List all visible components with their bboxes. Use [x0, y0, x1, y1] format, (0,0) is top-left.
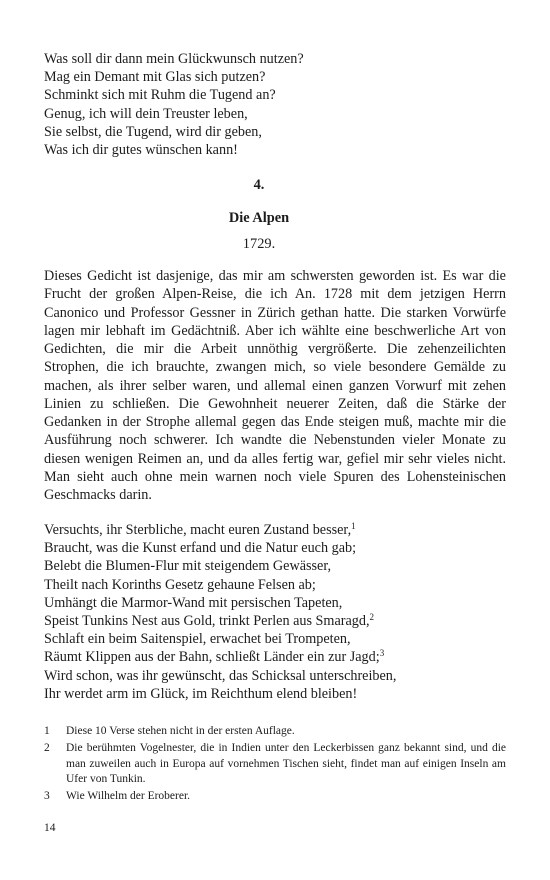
footnote-text: Die berühmten Vogelnester, die in Indien unter den Leckerbissen ganz bekannt sind, und die man zuweilen auch in Europa auf vornehmen Tischen sieht, findet man auf einigen Inseln am Ufer von Tunkin. — [66, 742, 506, 785]
verse-line: Schlaft ein beim Saitenspiel, erwachet bei Trompeten, — [44, 631, 351, 648]
verse-line: Wird schon, was ihr gewünscht, das Schicksal unterschreiben, — [44, 667, 397, 684]
verse-line: Versuchts, ihr Sterbliche, macht euren Zustand besser,$^1$ — [44, 521, 356, 538]
verse-line: Sie selbst, die Tugend, wird dir geben, — [44, 123, 262, 140]
footnote-number: 2 — [44, 742, 50, 755]
verse-line: Speist Tunkins Nest aus Gold, trinkt Perlen aus Smaragd,$^2$ — [44, 612, 375, 630]
verse-stanza-end — [44, 50, 304, 159]
footnote — [44, 741, 506, 787]
verse-line: Umhängt die Marmor-Wand mit persischen Tapeten, — [44, 594, 343, 611]
verse-line: Was soll dir dann mein Glückwunsch nutzen? — [44, 51, 304, 67]
verse-line: Ihr werdet arm im Glück, im Reichthum elend bleiben! — [44, 685, 358, 702]
verse-line: Mag ein Demant mit Glas sich putzen? — [44, 69, 266, 86]
footnote-number: 3 — [44, 790, 50, 803]
verse-line: Schminkt sich mit Ruhm die Tugend an? — [44, 87, 276, 104]
footnote-number: 1 — [44, 725, 50, 737]
verse-line: Genug, ich will dein Treuster leben, — [44, 105, 248, 122]
section-number: 4. — [253, 177, 265, 193]
verse-line: Braucht, was die Kunst erfand und die Natur euch gab; — [44, 540, 357, 557]
footnote-mark: 3 — [379, 648, 385, 659]
poem-year: 1729. — [242, 236, 276, 252]
verse-line: Belebt die Blumen-Flur mit steigendem Gewässer, — [44, 558, 332, 575]
verse-line: Theilt nach Korinths Gesetz gehaune Felsen ab; — [44, 576, 316, 593]
footnote — [44, 789, 506, 804]
poem-stanza — [44, 521, 396, 703]
footnote — [44, 724, 506, 739]
footnotes — [44, 724, 506, 806]
footnote-mark: 1 — [351, 521, 356, 531]
footnote-text: Wie Wilhelm der Eroberer. — [66, 790, 191, 803]
verse-line: Räumt Klippen aus der Bahn, schließt Länder ein zur Jagd;$^3$ — [44, 648, 385, 666]
preface-paragraph: Dieses Gedicht ist dasjenige, das mir am schwersten geworden ist. Es war die Frucht der großen Alpen-Reise, die ich An. 1728 mit dem jetzigen Herrn Canonico und Professor Gessner in Zürich gethan hatte. Die starken Vorwürfe lagen mir lebhaft im Gedächtniß. Aber ich wählte eine beschwerliche Art von Gedichten, die mir die Arbeit unnöthig vergrößerte. Die zehenzeilichten Strophen, die ich brauchte, zwangen mich, so viele besondere Gemälde zu machen, als ihrer selber waren, und allemal einen ganzen Vorwurf mit zehen Linien zu schließen. Die Gewohnheit neuerer Zeiten, daß die Stärke der Gedanken in der Strophe allemal gegen das Ende steigen muß, machte mir die Ausführung noch schwerer. Ich wandte die Nebenstunden vieler Monate zu diesen wenigen Reimen an, und da alles fertig war, gefiel mir sehr vieles nicht. Man sieht auch ohne mein warnen noch viele Spuren des Lohensteinischen Geschmacks darin. — [44, 268, 506, 503]
footnote-text: Diese 10 Verse stehen nicht in der ersten Auflage. — [66, 725, 295, 737]
poem-title: Die Alpen — [228, 210, 290, 226]
footnote-mark: 2 — [369, 612, 375, 623]
page-number: 14 — [44, 822, 56, 834]
verse-line: Was ich dir gutes wünschen kann! — [44, 142, 238, 159]
